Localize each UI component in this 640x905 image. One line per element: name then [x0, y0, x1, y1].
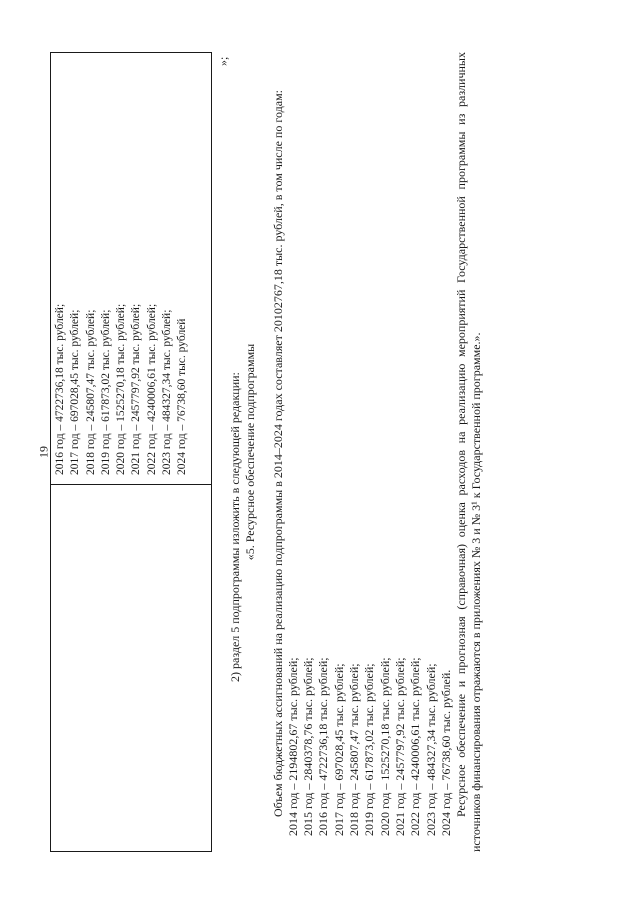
- table-left-cell: [51, 484, 211, 851]
- amendment-intro: 2) раздел 5 подпрограммы изложить в следующей редакции:: [228, 372, 242, 682]
- table-line: 2022 год – 4240006,61 тыс. рублей;: [145, 303, 158, 475]
- funding-paragraph: Объем бюджетных ассигнований на реализацию подпрограммы в 2014–2024 годах составляет 20102767,18 тыс. рублей, в том числе по годам:: [270, 90, 285, 817]
- page-number: 19: [36, 446, 51, 458]
- closing-quote-mark: »;: [216, 56, 230, 66]
- resource-paragraph: Ресурсное обеспечение и прогнозная (справочная) оценка расходов на реализацию мероприятий Государственной программы из различных источников финансирования отражаются в приложениях № 3 и № 3¹ к Государственной программе.».: [454, 52, 484, 852]
- list-item: 2019 год – 617873,02 тыс. рублей;: [362, 663, 377, 836]
- table-line: 2024 год – 76738,60 тыс. рублей: [176, 318, 189, 475]
- list-item: 2023 год – 484327,34 тыс. рублей;: [423, 663, 438, 836]
- list-item: 2024 год – 76738,60 тыс. рублей.: [438, 669, 453, 836]
- table-line: 2019 год – 617873,02 тыс. рублей;: [99, 309, 112, 475]
- list-item: 2018 год – 245807,47 тыс. рублей;: [347, 663, 362, 836]
- year-list: [286, 52, 454, 852]
- table-right-cell: [53, 304, 191, 475]
- list-item: 2015 год – 2840378,76 тыс. рублей;: [301, 657, 316, 836]
- list-item: 2022 год – 4240006,61 тыс. рублей;: [408, 657, 423, 836]
- table-line: 2017 год – 697028,45 тыс. рублей;: [69, 309, 82, 475]
- section-heading: «5. Ресурсное обеспечение подпрограммы: [243, 343, 258, 561]
- list-item: 2020 год – 1525270,18 тыс. рублей;: [377, 657, 392, 836]
- section-body: [216, 52, 485, 852]
- table-line: 2020 год – 1525270,18 тыс. рублей;: [115, 303, 128, 475]
- rotated-page-content: [50, 52, 590, 852]
- list-item: 2016 год – 4722736,18 тыс. рублей;: [316, 657, 331, 836]
- table-line: 2016 год – 4722736,18 тыс. рублей;: [54, 303, 66, 475]
- list-item: 2014 год – 2194802,67 тыс. рублей;: [285, 657, 300, 836]
- table-line: 2021 год – 2457797,92 тыс. рублей;: [130, 303, 143, 475]
- table-line: 2018 год – 245807,47 тыс. рублей;: [84, 309, 97, 475]
- table-line: 2023 год – 484327,34 тыс. рублей;: [161, 309, 174, 475]
- funding-table: [50, 52, 212, 852]
- list-item: 2021 год – 2457797,92 тыс. рублей;: [392, 657, 407, 836]
- list-item: 2017 год – 697028,45 тыс. рублей;: [331, 663, 346, 836]
